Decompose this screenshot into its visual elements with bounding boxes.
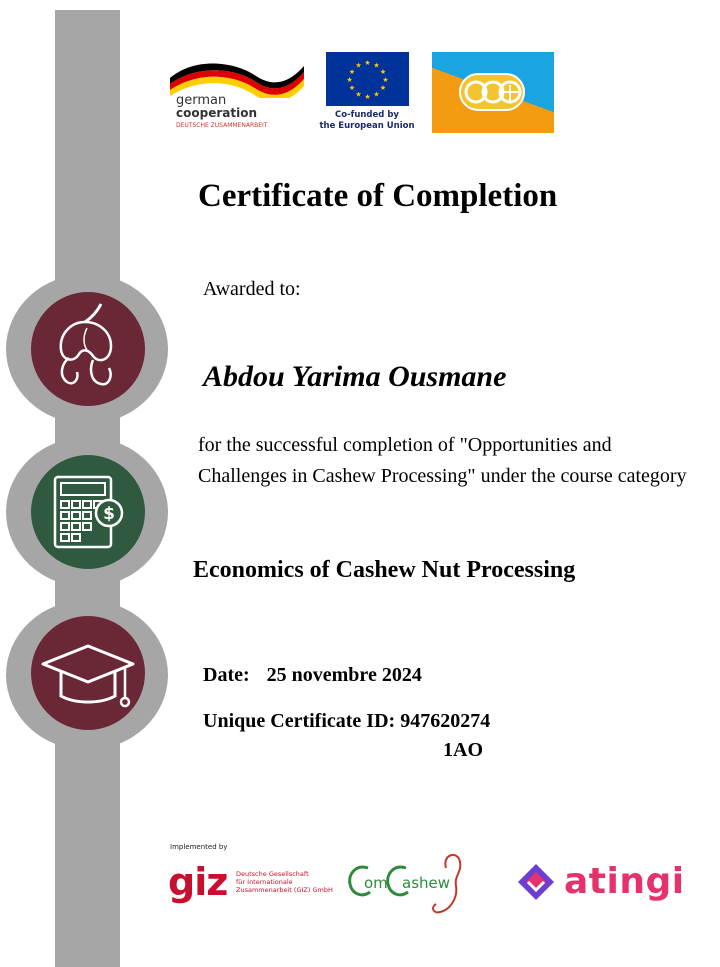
date-value: 25 novembre 2024 <box>266 664 422 686</box>
comcashew-part1: om <box>364 874 388 892</box>
acp-logo <box>432 52 554 133</box>
svg-text:★: ★ <box>348 68 356 76</box>
giz-logo <box>158 828 334 932</box>
gc-line1: german <box>176 93 227 108</box>
eu-logo <box>318 50 416 138</box>
giz-line1: Deutsche Gesellschaft <box>236 870 309 878</box>
graduation-badge <box>31 616 145 730</box>
completion-description: for the successful completion of "Opportunities and Challenges in Cashew Processing" under the course category <box>198 434 687 487</box>
acp-emblem-icon <box>432 52 554 133</box>
calculator-icon <box>31 455 145 569</box>
certificate-title: Certificate of Completion <box>198 178 558 214</box>
atingi-diamond-icon <box>514 860 558 904</box>
svg-text:★: ★ <box>379 84 387 92</box>
cashew-icon <box>31 292 145 406</box>
certificate-id-row <box>203 710 490 733</box>
giz-line2: für Internationale <box>236 878 293 886</box>
svg-text:★: ★ <box>355 61 362 70</box>
gc-line2: cooperation <box>176 106 257 120</box>
calculator-badge <box>31 455 145 569</box>
recipient-name: Abdou Yarima Ousmane <box>203 360 507 393</box>
certificate-id-value: 947620274 <box>400 710 491 732</box>
eu-caption-line2: the European Union <box>319 121 415 131</box>
giz-wordmark: giz <box>168 860 228 904</box>
atingi-logo <box>514 860 685 910</box>
german-cooperation-logo <box>162 46 310 142</box>
giz-line3: Zusammenarbeit (GIZ) GmbH <box>236 886 333 894</box>
svg-text:★: ★ <box>364 59 371 67</box>
course-category: Economics of Cashew Nut Processing <box>193 557 576 583</box>
giz-fullname <box>236 870 333 894</box>
svg-text:★: ★ <box>346 76 353 84</box>
eu-flag-icon <box>326 52 409 106</box>
atingi-wordmark: atingi <box>564 861 685 902</box>
svg-text:★: ★ <box>379 68 387 76</box>
date-row <box>203 664 422 687</box>
german-flag-ribbon-icon <box>166 52 306 98</box>
certificate-id-suffix: 1AO <box>443 739 483 761</box>
svg-text:$: $ <box>103 504 115 524</box>
svg-text:★: ★ <box>382 76 389 84</box>
svg-text:★: ★ <box>348 84 356 92</box>
cashew-badge <box>31 292 145 406</box>
comcashew-icon <box>346 846 476 926</box>
svg-text:★: ★ <box>373 90 380 99</box>
certificate-id-label: Unique Certificate ID: <box>203 710 396 732</box>
comcashew-part2: ashew <box>402 874 451 892</box>
eu-caption <box>318 110 416 132</box>
svg-text:★: ★ <box>355 90 362 99</box>
implemented-by-label: Implemented by <box>170 843 228 851</box>
svg-text:★: ★ <box>364 93 371 101</box>
svg-text:★: ★ <box>373 61 380 70</box>
date-label: Date: <box>203 664 250 686</box>
gc-line3: DEUTSCHE ZUSAMMENARBEIT <box>176 122 268 129</box>
eu-caption-line1: Co-funded by <box>335 110 399 120</box>
graduation-cap-icon <box>31 616 145 730</box>
comcashew-logo <box>346 846 476 926</box>
awarded-to-label: Awarded to: <box>203 278 301 300</box>
